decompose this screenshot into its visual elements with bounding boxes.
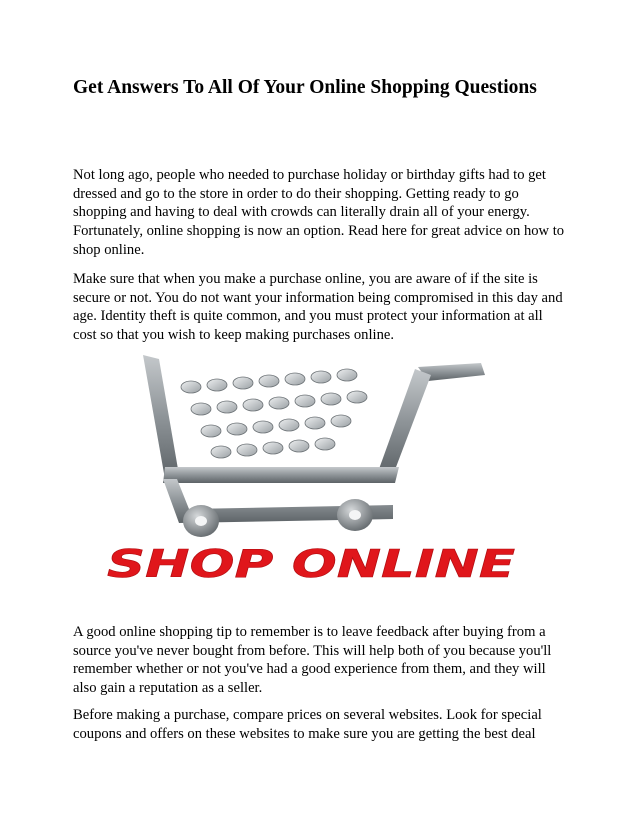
shopping-cart-icon: [143, 355, 485, 537]
paragraph-intro: Not long ago, people who needed to purchase holiday or birthday gifts had to get dressed and go to the store in order to do their shopping. Getting ready to go shopping and having to deal with crowds can literally drain all of your energy. Fortunately, online shopping is now an option. Read here for great advice on how to shop online.: [73, 167, 565, 258]
document-title: Get Answers To All Of Your Online Shopping Questions: [73, 77, 537, 98]
shop-online-image: [93, 355, 533, 595]
paragraph-feedback: A good online shopping tip to remember is to leave feedback after buying from a source you've never bought from before. This will help both of you because you'll remember whether or not you've had a good experience from them, and they will also gain a reputation as a seller.: [73, 624, 552, 697]
shop-online-logo-text: SHOP ONLINE: [107, 542, 516, 586]
paragraph-secure-sites: Make sure that when you make a purchase online, you are aware of if the site is secure or not. You do not want your information being compromised in this day and age. Identity theft is quite common, and you must protect your information at all cost so that you wish to keep making purchases online.: [73, 271, 563, 344]
paragraph-compare-prices: Before making a purchase, compare prices on several websites. Look for special coupons and offers on these websites to make sure you are getting the best deal: [73, 707, 542, 742]
